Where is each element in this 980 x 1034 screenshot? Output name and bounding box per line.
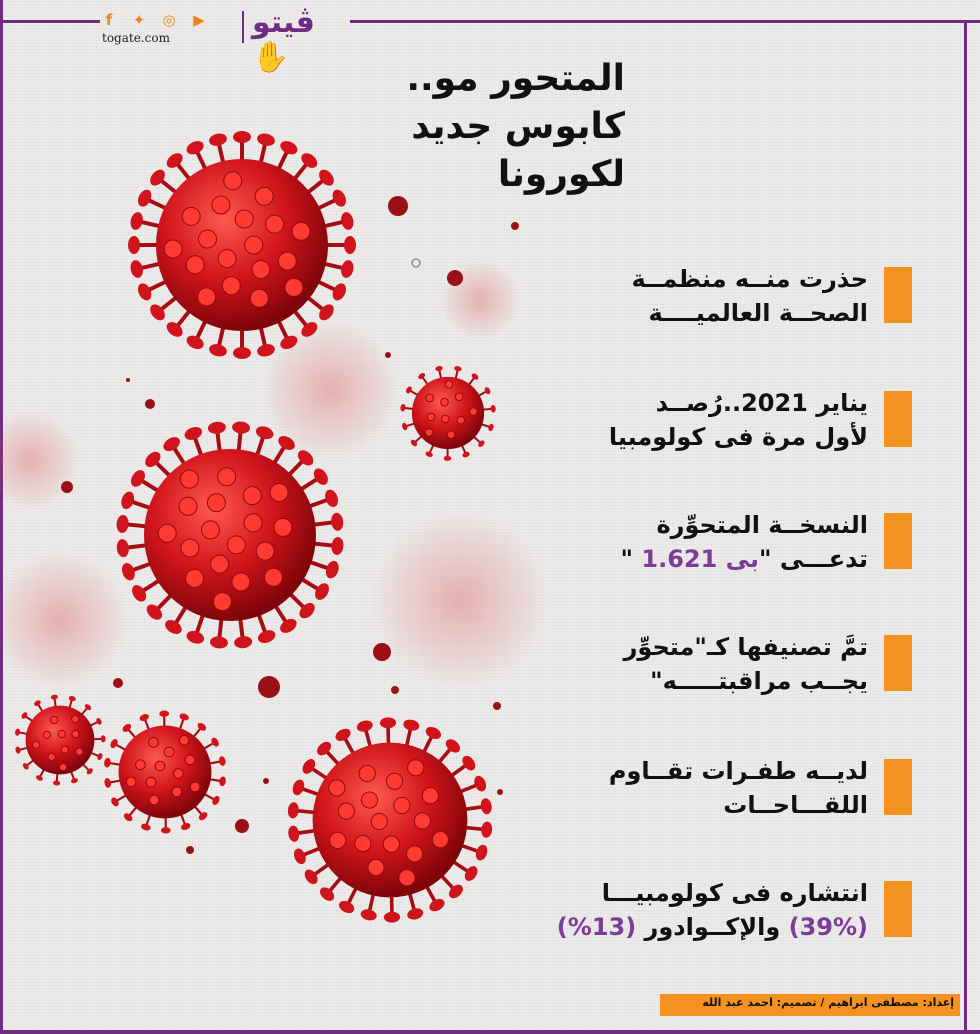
point-line-2: يجــب مراقبتـــــه" (650, 667, 868, 695)
title-line-2: كابوس جديد (411, 106, 625, 147)
point-bar (884, 635, 912, 691)
point-text (548, 754, 868, 822)
header-divider (242, 11, 244, 43)
ecuador-percent: (13%) (556, 913, 637, 941)
title-line-1: المتحور مو.. (406, 58, 625, 99)
point-text (548, 262, 868, 330)
point-text (548, 386, 868, 454)
point-line-1: النسخــة المتحوِّرة (656, 511, 868, 539)
point-line-2-mid: والإكــوادور (636, 913, 789, 941)
twitter-icon[interactable]: ✦ (132, 11, 146, 29)
point-line-2 (548, 542, 868, 576)
instagram-icon[interactable]: ◎ (162, 11, 176, 29)
point-4 (560, 630, 912, 696)
point-line-2: لأول مرة فى كولومبيا (608, 423, 868, 451)
point-bar (884, 391, 912, 447)
point-text (548, 630, 868, 698)
point-line-1: يناير 2021..رُصــد (655, 389, 868, 417)
point-line-2-prefix: تدعـــى " (758, 545, 868, 573)
point-1 (560, 262, 912, 328)
point-5 (560, 754, 912, 820)
point-bar (884, 759, 912, 815)
logo-text: ڤيتو (252, 5, 315, 40)
youtube-icon[interactable]: ▶ (193, 11, 205, 29)
page-title (325, 55, 625, 199)
point-text (548, 876, 868, 944)
point-line-2: اللقـــاحــات (723, 791, 868, 819)
point-line-2 (548, 910, 868, 944)
colombia-percent: (39%) (788, 913, 868, 941)
facebook-icon[interactable]: f (105, 11, 113, 29)
point-line-2-suffix: " (620, 545, 642, 573)
logo-hand-icon: ✋ (252, 40, 290, 75)
point-line-1: لديــه طفـرات تقــاوم (608, 757, 868, 785)
virus-particle (116, 421, 345, 650)
point-3 (560, 508, 912, 574)
virus-particle (287, 717, 493, 922)
virus-particle (400, 365, 496, 461)
point-bar (884, 267, 912, 323)
title-line-3: لكورونا (497, 154, 625, 195)
virus-particle (15, 694, 106, 785)
point-line-1: حذرت منــه منظمــة (631, 265, 868, 293)
virus-particle (103, 710, 226, 833)
point-6 (556, 876, 912, 942)
point-2 (560, 386, 912, 452)
point-line-2: الصحــة العالميــــة (648, 299, 868, 327)
point-line-1: انتشاره فى كولومبيـــا (601, 879, 868, 907)
point-bar (884, 881, 912, 937)
point-text (548, 508, 868, 576)
credits-bar: إعداد: مصطفى ابراهيم / تصميم: احمد عبد الله (660, 994, 960, 1016)
social-icons (100, 11, 208, 29)
header (100, 5, 350, 75)
point-line-1: تمَّ تصنيفها كـ"متحوِّر (623, 633, 868, 661)
site-url[interactable]: togate.com (102, 31, 170, 45)
point-bar (884, 513, 912, 569)
variant-name: بى 1.621 (641, 545, 759, 573)
